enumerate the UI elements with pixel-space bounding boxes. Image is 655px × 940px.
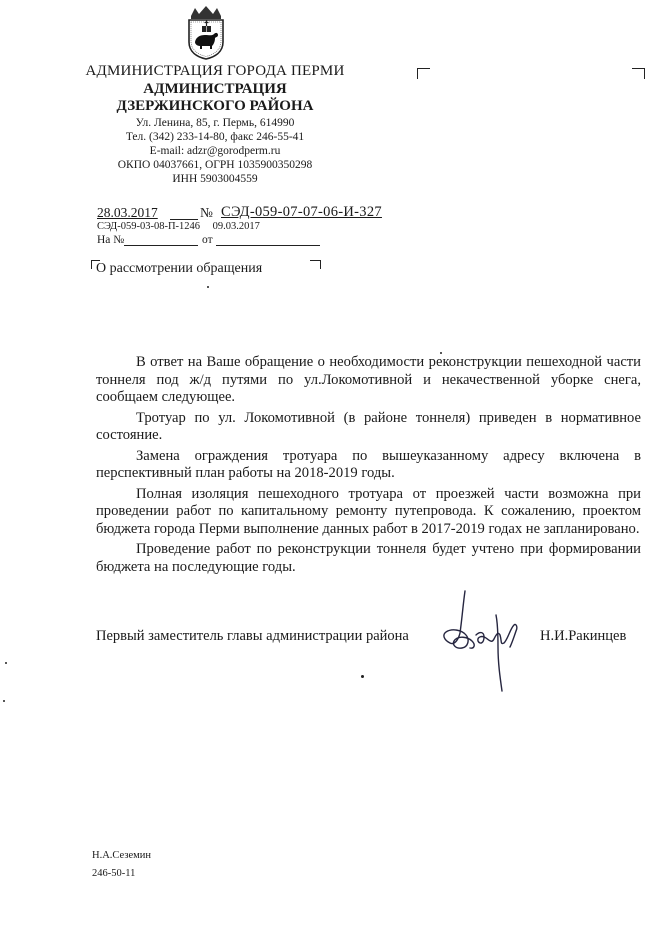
okpo-ogrn: ОКПО 04037661, ОГРН 1035900350298 (117, 159, 313, 171)
scan-speck (5, 662, 7, 664)
date-underline (170, 219, 198, 220)
reference-line (97, 221, 270, 232)
outgoing-date: 28.03.2017 (97, 205, 158, 220)
perm-coat-of-arms-icon (181, 6, 231, 60)
reply-to-line (97, 234, 124, 246)
body-paragraph: Тротуар по ул. Локомотивной (в районе тоннеля) приведен в нормативное состояние. (96, 409, 641, 443)
scan-speck (3, 700, 5, 702)
subject-line: О рассмотрении обращения (96, 261, 263, 276)
city-administration-title: АДМИНИСТРАЦИЯ ГОРОДА ПЕРМИ (85, 63, 345, 79)
reference-date: 09.03.2017 (212, 221, 260, 232)
addressee-corner-left (417, 68, 430, 79)
inn: ИНН 5903004559 (172, 173, 258, 185)
number-label: № (200, 205, 213, 220)
body-paragraph: Проведение работ по реконструкции тоннеля будет учтено при формировании бюджета на последующие годы. (96, 541, 641, 575)
administration-title: АДМИНИСТРАЦИЯ (143, 81, 287, 97)
from-label: от (202, 234, 213, 246)
reference-number: СЭД-059-03-08-П-1246 (97, 221, 201, 232)
handwritten-signature (432, 585, 530, 695)
body-paragraph: В ответ на Ваше обращение о необходимости реконструкции пешеходной части тоннеля под ж/д путями по ул.Локомотивной и некачественной уборке снега, сообщаем следующее. (96, 354, 641, 405)
body-paragraph: Полная изоляция пешеходного тротуара от проезжей части возможна при проведении работ по капитальному ремонту путепровода. К сожалению, проектом бюджета города Перми выполнение данных работ в 2017-2019 годах не запланировано. (96, 485, 641, 537)
reply-to-label: На № (97, 234, 125, 246)
scan-speck (207, 286, 209, 288)
outgoing-number: СЭД-059-07-07-06-И-327 (221, 204, 382, 220)
executor-name: Н.А.Сеземин (92, 850, 152, 861)
subject-corner-right (310, 260, 321, 269)
scan-speck (361, 675, 364, 678)
signatory-role: Первый заместитель главы администрации района (96, 628, 409, 644)
reply-to-number-blank (124, 245, 198, 246)
letter-body (96, 354, 641, 579)
body-paragraph: Замена ограждения тротуара по вышеуказанному адресу включена в перспективный план работы на 2018-2019 годы. (96, 447, 641, 481)
address: Ул. Ленина, 85, г. Пермь, 614990 (135, 117, 295, 129)
email: E-mail: adzr@gorodperm.ru (149, 145, 281, 157)
addressee-corner-right (632, 68, 645, 79)
phone-fax: Тел. (342) 233-14-80, факс 246-55-41 (125, 131, 305, 143)
reply-to-date-blank (216, 245, 320, 246)
scan-speck (440, 352, 442, 354)
executor-phone: 246-50-11 (92, 868, 136, 879)
district-title: ДЗЕРЖИНСКОГО РАЙОНА (116, 98, 314, 114)
signatory-name: Н.И.Ракинцев (540, 628, 627, 644)
